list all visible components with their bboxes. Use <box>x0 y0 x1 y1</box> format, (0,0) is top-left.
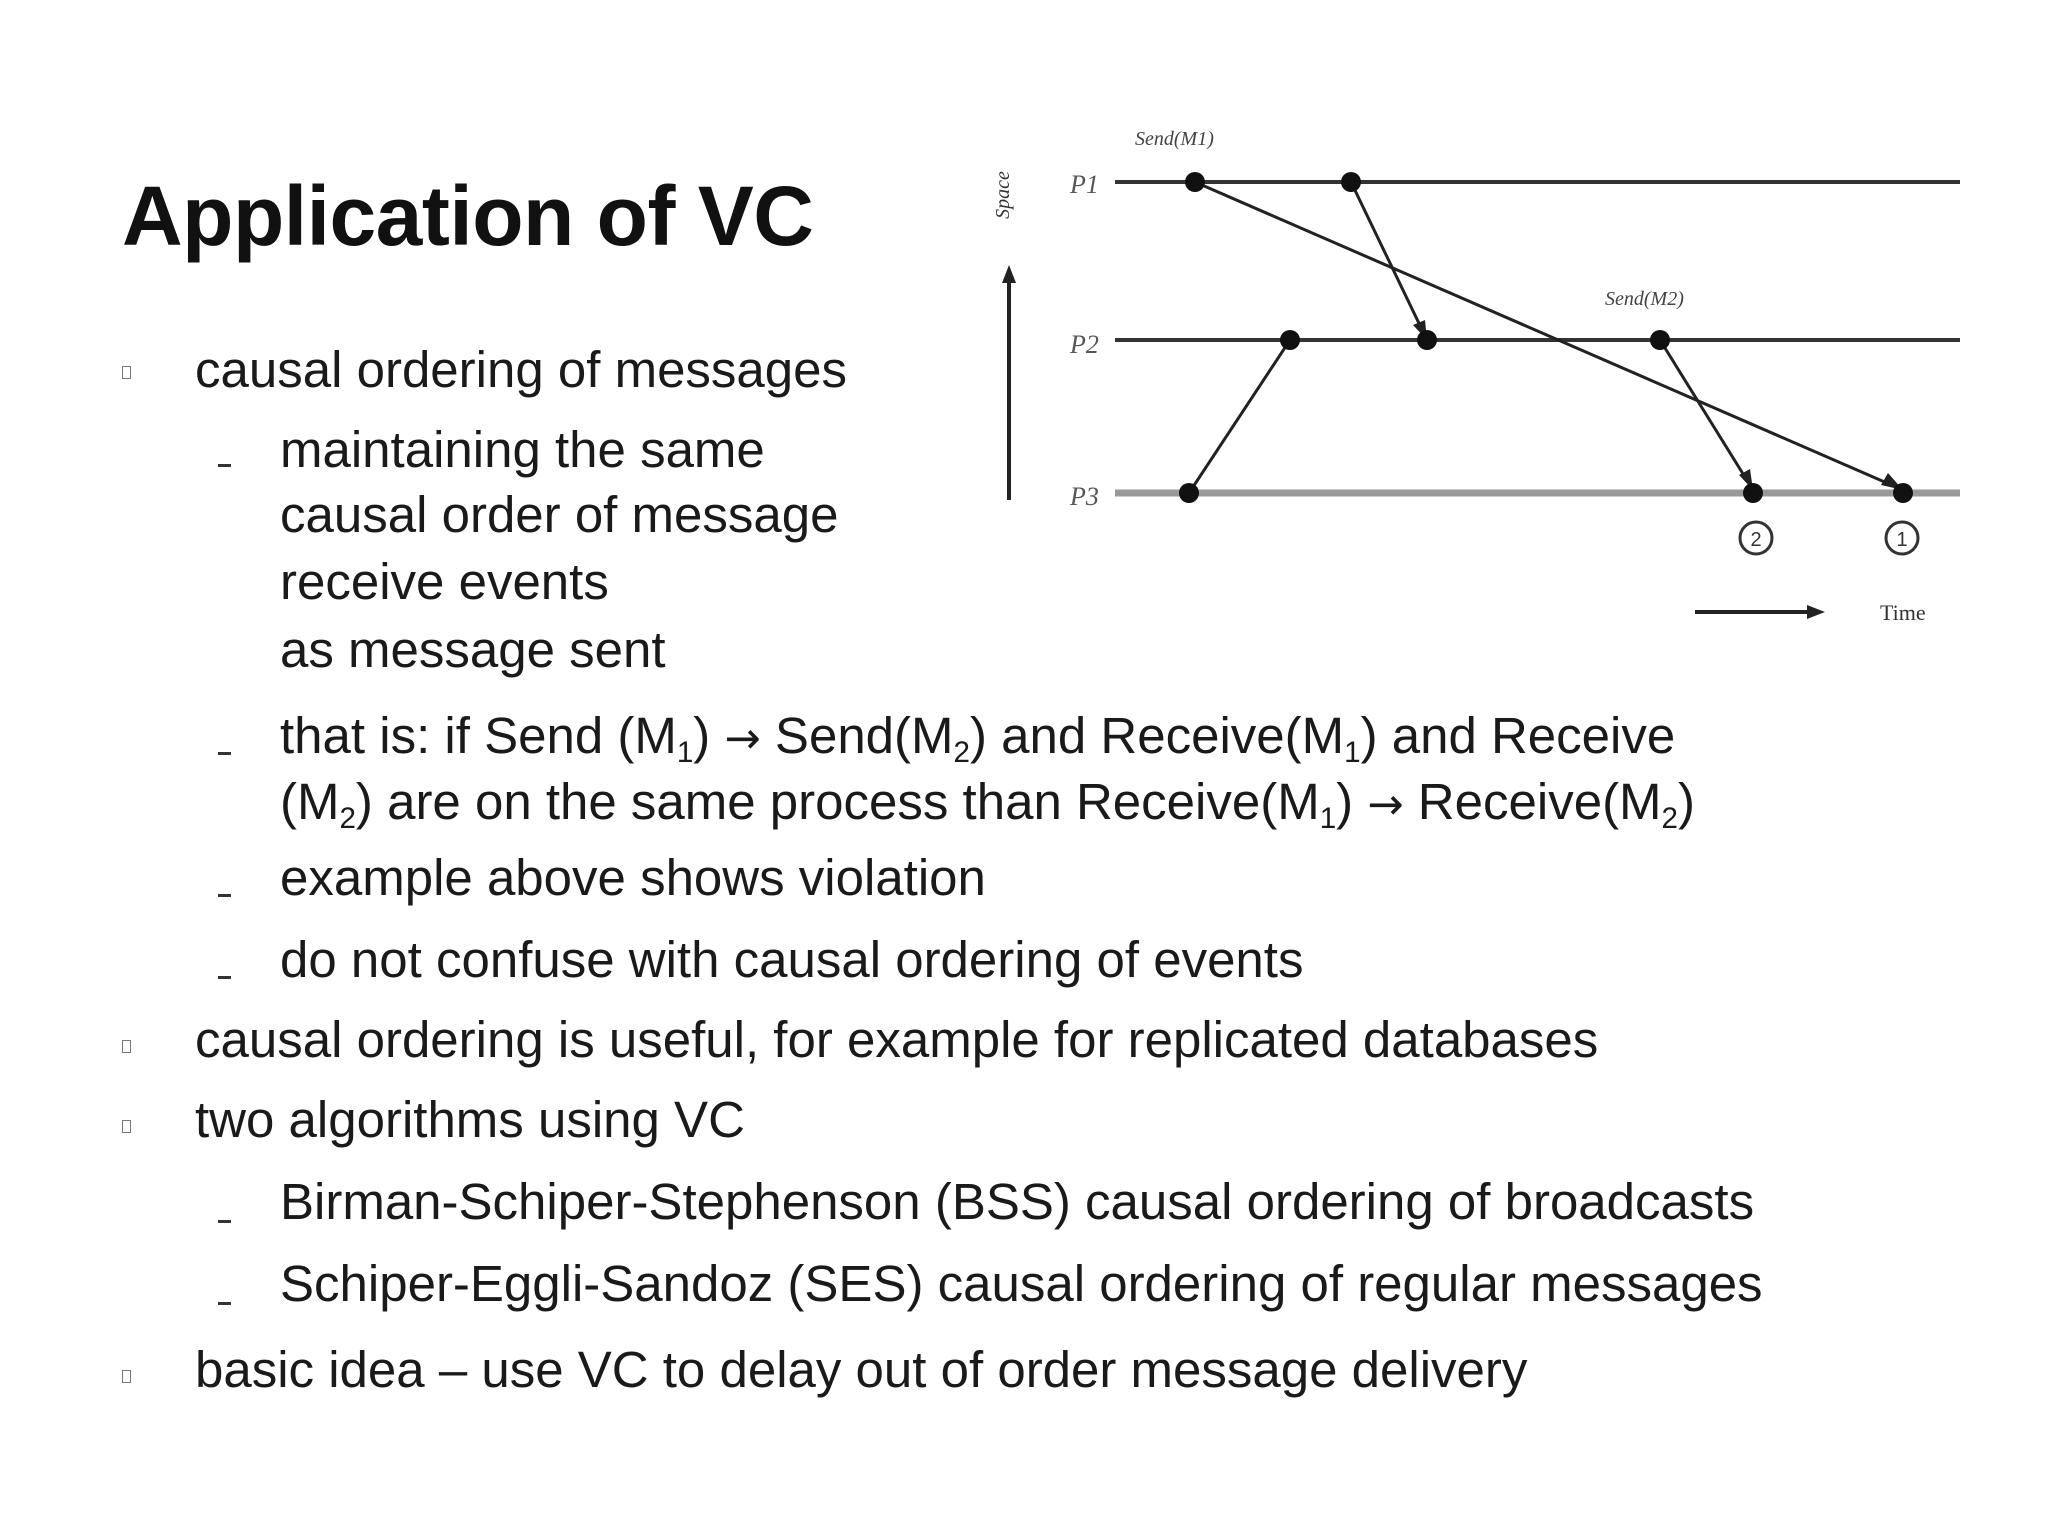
event-p2-b <box>1417 330 1437 350</box>
sub-bullet-example-violation: example above shows violation <box>280 849 986 906</box>
bullet-marker <box>122 1040 131 1053</box>
sub-bullet-dash <box>218 1220 231 1223</box>
sub-bullet-maintaining-1: maintaining the same <box>280 421 765 478</box>
sub-bullet-dash <box>218 894 231 897</box>
sub-bullet-maintaining-4: as message sent <box>280 621 666 678</box>
sub-bullet-do-not-confuse: do not confuse with causal ordering of events <box>280 931 1304 988</box>
bullet-marker <box>122 366 131 379</box>
bullet-basic-idea: basic idea – use VC to delay out of order message delivery <box>195 1341 1528 1398</box>
event-p1-send <box>1341 172 1361 192</box>
receive-order-marker-2-label: 2 <box>1750 529 1762 551</box>
process-label-p1: P1 <box>1070 170 1099 199</box>
event-p3-send <box>1179 483 1199 503</box>
bullet-marker <box>122 1120 131 1133</box>
event-p2-a <box>1280 330 1300 350</box>
event-receive-m1 <box>1893 483 1913 503</box>
message-m1 <box>1195 182 1903 490</box>
bullet-useful: causal ordering is useful, for example for replicated databases <box>195 1011 1599 1068</box>
slide-title: Application of VC <box>122 169 814 263</box>
bullet-two-algorithms: two algorithms using VC <box>195 1091 745 1148</box>
event-send-m2 <box>1650 330 1670 350</box>
space-axis-label: Space <box>992 171 1014 219</box>
time-axis-arrowhead <box>1807 605 1825 619</box>
message-p1-to-p2 <box>1351 182 1427 340</box>
time-axis-label: Time <box>1880 600 1926 625</box>
bullet-causal-ordering: causal ordering of messages <box>195 341 848 398</box>
send-m2-label: Send(M2) <box>1605 288 1684 310</box>
sub-bullet-bss: Birman-Schiper-Stephenson (BSS) causal ordering of broadcasts <box>280 1173 1755 1230</box>
sub-bullet-that-is-line2: $(M_2)$ are on the same process than $Receive(M_1)$ → $Receive(M_2)$ <box>280 773 1695 835</box>
send-m1-label: Send(M1) <box>1135 128 1214 150</box>
bullet-marker <box>122 1370 131 1383</box>
process-label-p2: P2 <box>1070 330 1099 359</box>
sub-bullet-dash <box>218 976 231 979</box>
causal-order-diagram <box>975 115 1975 655</box>
receive-order-marker-1-label: 1 <box>1896 529 1908 551</box>
message-m2 <box>1660 340 1753 490</box>
sub-bullet-that-is-line1: that is: if Send $(M_1)$ → $Send(M_2)$ and $Receive(M_1)$ and Receive <box>280 707 1676 769</box>
sub-bullet-maintaining-3: receive events <box>280 553 609 610</box>
event-send-m1 <box>1185 172 1205 192</box>
sub-bullet-ses: Schiper-Eggli-Sandoz (SES) causal ordering of regular messages <box>280 1255 1763 1312</box>
event-receive-m2 <box>1743 483 1763 503</box>
process-label-p3: P3 <box>1070 482 1099 511</box>
sub-bullet-dash <box>218 464 231 467</box>
sub-bullet-dash <box>218 752 231 755</box>
sub-bullet-maintaining-2: causal order of message <box>280 486 839 543</box>
sub-bullet-dash <box>218 1302 231 1305</box>
message-p3-to-p2 <box>1189 340 1290 493</box>
space-axis-arrowhead <box>1002 265 1016 283</box>
